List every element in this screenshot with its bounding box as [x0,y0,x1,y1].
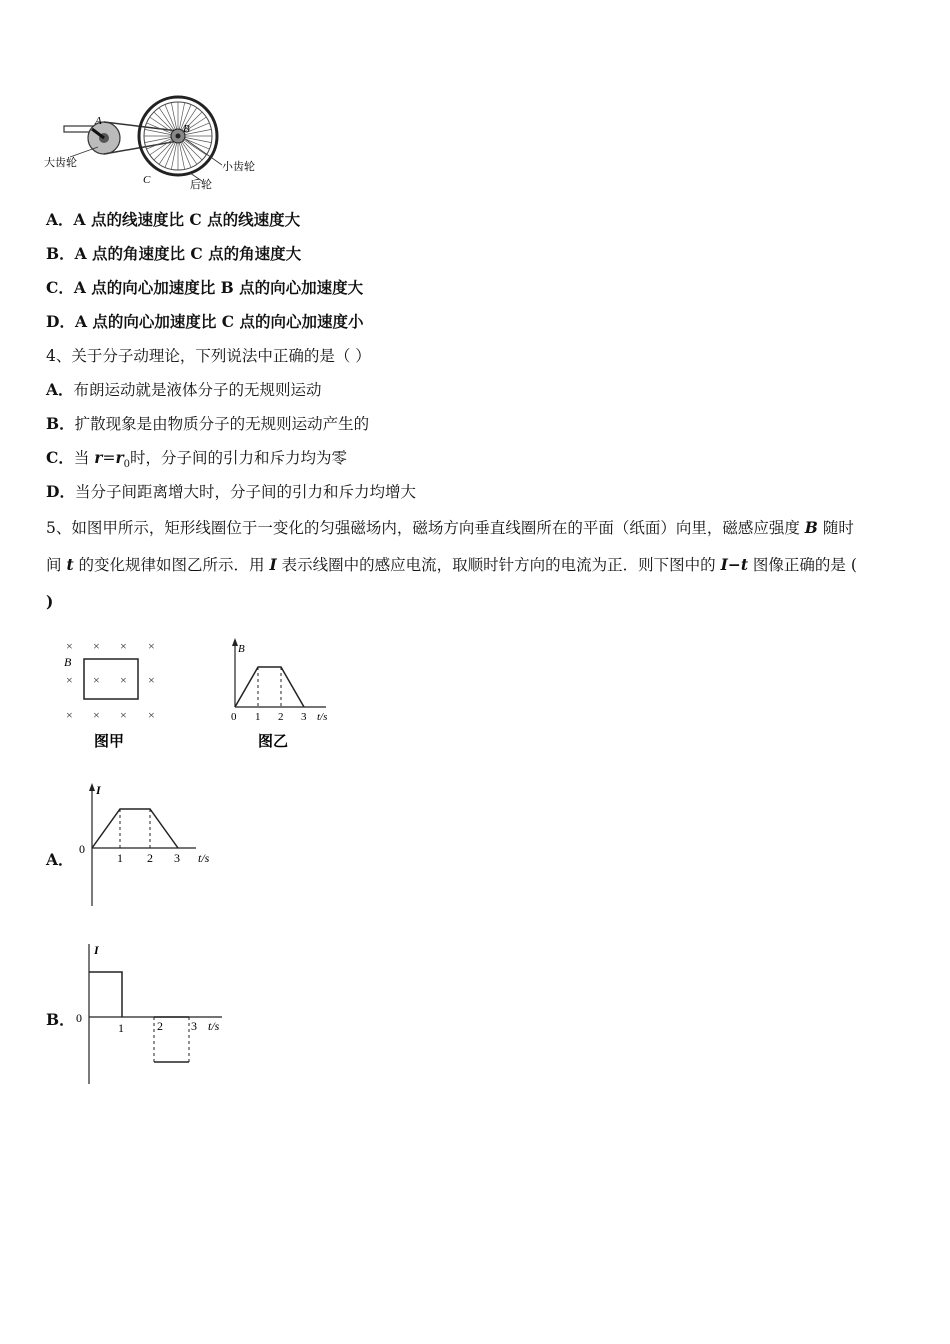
spoke [171,143,176,169]
option-text-pre: 当 [73,449,95,467]
q5-option-b-label: B． [46,1010,75,1029]
option-text-post: 时，分子间的引力和斥力均为零 [130,449,348,467]
option-label: D． [46,482,75,501]
figure-jia [46,632,176,757]
spoke [171,103,176,129]
option-label: A． [46,210,74,229]
big-gear-label: 大齿轮 [44,157,77,169]
field-cross: × [93,673,100,687]
tick-2: 2 [157,1019,163,1033]
option-text: 扩散现象是由物质分子的无规则运动产生的 [74,415,370,433]
option-text: A 点的向心加速度比 B 点的向心加速度大 [73,278,364,297]
stem-text: 图像正确的是 ( [748,556,857,574]
option-label: B． [46,244,75,263]
figure-yi [224,636,344,756]
tick-0: 0 [231,711,237,723]
tick-0: 0 [79,842,85,856]
q3-option-c [46,278,363,298]
field-cross: × [120,708,127,722]
b-axis-label: B [238,643,245,655]
option-text: A 点的向心加速度比 C 点的向心加速度小 [74,312,364,331]
option-label: B． [46,414,75,433]
option-label: A． [46,380,74,399]
option-label: D． [46,312,75,331]
q4-option-d [46,482,416,502]
var-I: I [269,555,277,574]
q4-stem: 4、关于分子动理论，下列说法中正确的是（ ） [46,347,371,365]
stem-text: 的变化规律如图乙所示．用 [73,556,270,574]
q5-option-b-graph [72,938,242,1088]
spoke [145,137,171,142]
q3-option-d [46,312,364,332]
spoke [179,143,184,169]
spoke [147,139,172,149]
q4-option-a [46,380,322,400]
i-positive-segment [89,972,122,1017]
q5-option-a-label: A． [46,850,74,869]
tick-3: 3 [301,711,307,723]
q5-option-a-graph [72,778,232,910]
field-cross: × [148,708,155,722]
field-cross: × [148,639,155,653]
i-axis-label: I [96,783,101,797]
bicycle-gear-figure [40,95,270,195]
i-axis-label: I [94,943,99,957]
tick-0: 0 [76,1011,82,1025]
spoke [165,105,175,130]
q4-option-b [46,414,369,434]
field-B-label: B [64,655,72,669]
stem-text: 随时 [817,519,854,537]
tick-2: 2 [278,711,284,723]
t-axis-label: t/s [208,1019,220,1033]
tick-3: 3 [174,851,180,865]
field-cross: × [66,673,73,687]
stem-text: 间 [46,556,67,574]
q5-stem-line2 [46,555,857,575]
tick-1: 1 [255,711,261,723]
option-text: A 点的角速度比 C 点的角速度大 [74,244,302,263]
q3-option-b [46,244,301,264]
var-r0: r [115,448,124,467]
q3-option-a [46,210,300,230]
point-B-label: B [183,123,190,135]
fig-jia-caption: 图甲 [94,734,125,750]
stem-text: 表示线圈中的感应电流，取顺时针方向的电流为正．则下图中的 [276,556,721,574]
tick-1: 1 [117,851,123,865]
var-r: r [94,448,103,467]
i-curve [92,809,178,848]
b-curve [235,667,304,707]
small-gear-hub [176,134,181,139]
field-cross: × [93,708,100,722]
q4-option-c [46,448,347,475]
field-cross: × [66,639,73,653]
field-cross: × [120,639,127,653]
small-gear-label: 小齿轮 [222,161,255,173]
leader-big-gear [70,147,98,157]
stem-text: 5、如图甲所示，矩形线圈位于一变化的匀强磁场内，磁场方向垂直线圈所在的平面（纸面）向里，磁感应强度 [46,519,805,537]
spoke [181,142,191,167]
spoke [165,142,175,167]
tick-2: 2 [147,851,153,865]
tick-3: 3 [191,1019,197,1033]
option-text: 布朗运动就是液体分子的无规则运动 [73,381,322,399]
q5-stem-line1 [46,518,854,538]
subscript-0: 0 [123,459,130,471]
fig-yi-caption: 图乙 [258,734,289,750]
point-C-label: C [143,174,151,186]
i-axis-arrow [89,783,95,791]
equals-sign: = [102,449,116,467]
option-label: C． [46,278,74,297]
t-axis-label: t/s [317,711,328,723]
field-cross: × [120,673,127,687]
option-label: C． [46,448,74,467]
field-cross: × [66,708,73,722]
var-B: B [804,518,818,537]
point-A-label: A [95,115,102,127]
option-text: 当分子间距离增大时，分子间的引力和斥力均增大 [74,483,416,501]
field-cross: × [148,673,155,687]
rear-wheel-label: 后轮 [190,179,212,191]
q5-stem-line3: ) [46,592,54,611]
var-t: t [66,555,74,574]
option-text: A 点的线速度比 C 点的线速度大 [73,210,301,229]
var-I-t: I−t [720,555,748,574]
field-cross: × [93,639,100,653]
t-axis-label: t/s [198,851,210,865]
tick-1: 1 [118,1021,124,1035]
